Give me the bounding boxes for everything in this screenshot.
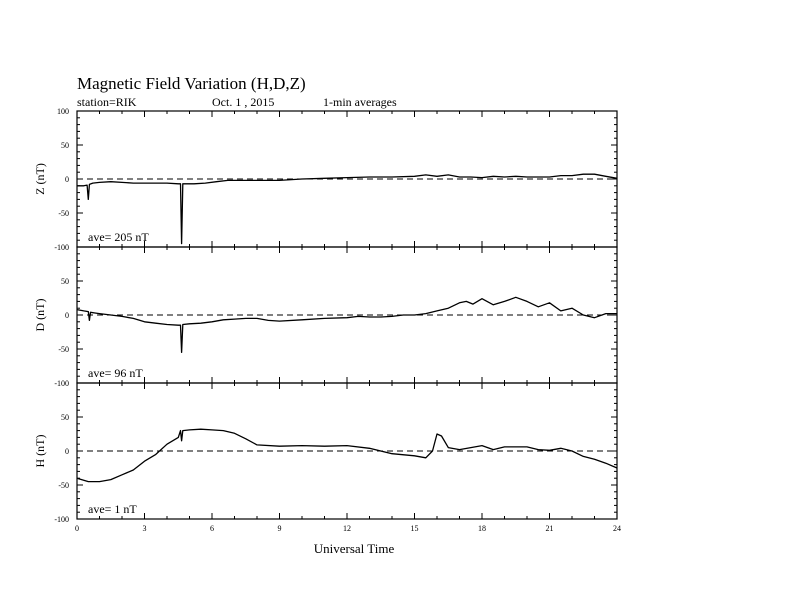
series-line-d <box>77 297 617 352</box>
y-tick-label: 0 <box>65 447 69 456</box>
y-tick-label: 0 <box>65 175 69 184</box>
y-tick-label: -50 <box>58 209 69 218</box>
x-tick-label: 12 <box>343 524 351 533</box>
y-tick-label: -50 <box>58 481 69 490</box>
y-axis-label: H (nT) <box>33 434 47 468</box>
x-tick-label: 18 <box>478 524 486 533</box>
panels-layer <box>33 107 617 524</box>
x-tick-label: 0 <box>75 524 79 533</box>
x-axis-label: Universal Time <box>313 541 395 556</box>
series-line-z <box>77 174 617 243</box>
x-tick-label: 15 <box>410 524 419 533</box>
y-axis-label: D (nT) <box>33 298 47 332</box>
x-axis <box>75 524 621 533</box>
x-tick-label: 3 <box>142 524 147 533</box>
date-label: Oct. 1 , 2015 <box>212 95 275 109</box>
averaging-label: 1-min averages <box>323 95 397 109</box>
station-label: station=RIK <box>77 95 137 109</box>
y-tick-label: 0 <box>65 311 69 320</box>
x-tick-label: 6 <box>210 524 214 533</box>
chart-title: Magnetic Field Variation (H,D,Z) <box>77 74 306 93</box>
x-tick-label: 9 <box>277 524 282 533</box>
y-tick-label: -50 <box>58 345 69 354</box>
panel-h <box>33 383 617 524</box>
y-tick-label: -100 <box>54 379 69 388</box>
average-annotation: ave= 1 nT <box>88 502 137 516</box>
panel-z <box>33 107 617 252</box>
panel-d <box>33 247 617 388</box>
y-axis-label: Z (nT) <box>33 163 47 195</box>
average-annotation: ave= 205 nT <box>88 230 149 244</box>
y-tick-label: 100 <box>57 107 69 116</box>
y-tick-label: 50 <box>61 277 69 286</box>
y-tick-label: 50 <box>61 141 69 150</box>
series-line-h <box>77 429 617 481</box>
average-annotation: ave= 96 nT <box>88 366 143 380</box>
x-tick-label: 24 <box>613 524 621 533</box>
x-tick-label: 21 <box>545 524 554 533</box>
y-tick-label: 50 <box>61 413 69 422</box>
y-tick-label: -100 <box>54 243 69 252</box>
y-tick-label: -100 <box>54 515 69 524</box>
